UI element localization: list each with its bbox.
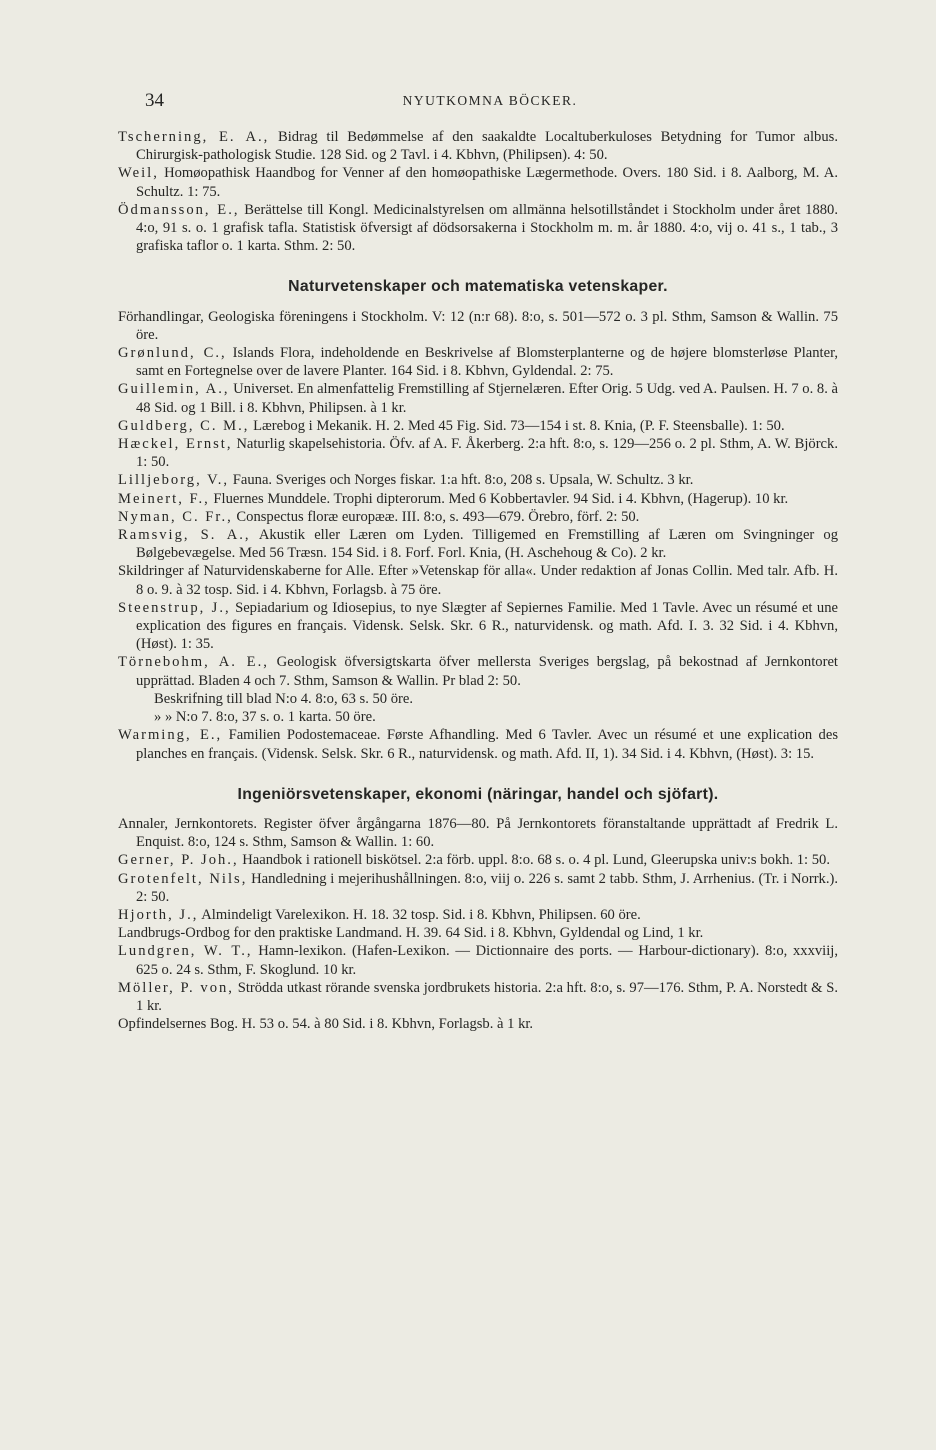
entry-text: Sepiadarium og Idiosepius, to nye Slægter af Sepiernes Familie. Med 1 Tavle. Avec un résumé et une explication des figures en français. Vidensk. Selsk. Skr. 6 R., naturvidensk. og math. Afd. I. 3. 32 Sid. i 4. Kbhvn, (Høst). 1: 35. xyxy=(136,599,838,653)
entry-text: Naturlig skapelsehistoria. Öfv. af A. F. Åkerberg. 2:a hft. 8:o, s. 129—256 o. 2 pl. Sthm, A. W. Björck. 1: 50. xyxy=(136,436,838,471)
entry-text: Almindeligt Varelexikon. H. 18. 32 tosp. Sid. i 8. Kbhvn, Philipsen. 60 öre. xyxy=(201,906,641,923)
bibliography-entry xyxy=(118,562,838,598)
bibliography-entry xyxy=(118,508,838,526)
bibliography-entry xyxy=(118,1015,838,1033)
bibliography-content xyxy=(118,128,838,1033)
entry-author: Guillemin, A., xyxy=(118,381,230,398)
entry-author: Tscherning, E. A., xyxy=(118,129,270,145)
entry-text: Landbrugs-Ordbog for den praktiske Landmand. H. 39. 64 Sid. i 8. Kbhvn, Gyldendal og Lind, 1 kr. xyxy=(118,925,704,942)
entry-text: Skildringer af Naturvidenskaberne for Alle. Efter »Vetenskap för alla«. Under redaktion af Jonas Collin. Med talr. Afb. H. 8 o. 9. à 32 tosp. Sid. i 4. Kbhvn, Forlagsb. à 75 öre. xyxy=(118,563,838,598)
entry-text: Geologisk öfversigtskarta öfver mellersta Sveriges bergslag, på bekostnad af Jernkontoret upprättad. Bladen 4 och 7. Sthm, Samson & Wallin. Pr blad 2: 50. xyxy=(136,654,838,689)
entry-text: Homøopathisk Haandbog for Venner af den homøopathiske Lægermethode. Overs. 180 Sid. i 8. Aalborg, M. A. Schultz. 1: 75. xyxy=(136,165,838,200)
bibliography-entry xyxy=(118,942,838,978)
entry-author: Hæckel, Ernst, xyxy=(118,436,233,453)
entries-natural-sciences xyxy=(118,308,838,763)
bibliography-entry xyxy=(118,471,838,489)
bibliography-entry xyxy=(118,201,838,256)
bibliography-entry xyxy=(118,653,838,689)
entries-continued xyxy=(118,128,838,255)
entry-author: Steenstrup, J., xyxy=(118,599,231,616)
entry-text: Islands Flora, indeholdende en Beskrivelse af Blomsterplanterne og de højere blomsterløse Planter, samt en Fortegnelse over de lavere Planter. 164 Sid. i 8. Kbhvn, Gyldendal. 2: 75. xyxy=(136,345,838,380)
running-title: NYUTKOMNA BÖCKER. xyxy=(402,93,578,108)
entry-author: Nyman, C. Fr., xyxy=(118,508,233,525)
entry-author: Möller, P. von, xyxy=(118,979,234,996)
entry-author: Weil, xyxy=(118,165,159,182)
bibliography-entry xyxy=(118,526,838,562)
entry-text: Strödda utkast rörande svenska jordbrukets historia. 2:a hft. 8:o, s. 97—176. Sthm, P. A. Norstedt & S. 1 kr. xyxy=(136,979,838,1014)
entry-author: Ödmansson, E., xyxy=(118,201,240,218)
bibliography-entry xyxy=(118,851,838,869)
entry-text: Conspectus floræ europææ. III. 8:o, s. 493—679. Örebro, förf. 2: 50. xyxy=(236,508,640,525)
bibliography-entry xyxy=(118,979,838,1015)
bibliography-entry xyxy=(118,924,838,942)
entry-author: Warming, E., xyxy=(118,727,223,744)
entries-engineering xyxy=(118,815,838,1033)
entry-text: » » N:o 7. 8:o, 37 s. o. 1 karta. 50 öre. xyxy=(154,709,376,726)
entry-text: Beskrifning till blad N:o 4. 8:o, 63 s. 50 öre. xyxy=(154,690,414,707)
entry-text: Handledning i mejerihushållningen. 8:o, viij o. 226 s. samt 2 tabb. Sthm, J. Arrhenius. (Tr. i Norrk.). 2: 50. xyxy=(136,870,839,905)
entry-author: Lundgren, W. T., xyxy=(118,943,253,960)
bibliography-entry xyxy=(118,906,838,924)
page-number: 34 xyxy=(145,90,164,111)
entry-text: Fauna. Sveriges och Norges fiskar. 1:a hft. 8:o, 208 s. Upsala, W. Schultz. 3 kr. xyxy=(232,472,694,489)
bibliography-entry xyxy=(118,726,838,762)
entry-text: Familien Podostemaceae. Første Afhandling. Med 6 Tavler. Avec un résumé et une explication des planches en français. (Vidensk. Selsk. Skr. 6 R., naturvidensk. og math. Afd. II, 1). 34 Sid. i 4. Kbhvn, (Høst). 3: 15. xyxy=(136,727,839,762)
entry-text: Akustik eller Læren om Lyden. Tilligemed en Fremstilling af Læren om Svingninger og Bølgebevægelse. Med 56 Træsn. 154 Sid. i 8. Forf. Forl. Knia, (H. Aschehoug & Co). 2 kr. xyxy=(136,527,838,562)
entry-text: Universet. En almenfattelig Fremstilling af Stjernelæren. Efter Orig. 5 Udg. ved A. Paulsen. H. 7 o. 8. à 48 Sid. og 1 Bill. i 8. Kbhvn, Philipsen. à 1 kr. xyxy=(136,381,838,416)
entry-author: Ramsvig, S. A., xyxy=(118,527,251,544)
entry-author: Guldberg, C. M., xyxy=(118,417,250,434)
section-heading-engineering: Ingeniörsvetenskaper, ekonomi (näringar, handel och sjöfart). xyxy=(237,785,719,803)
entry-author: Hjorth, J., xyxy=(118,906,199,923)
bibliography-entry xyxy=(118,435,838,471)
entry-text: Förhandlingar, Geologiska föreningens i Stockholm. V: 12 (n:r 68). 8:o, s. 501—572 o. 3 pl. Sthm, Samson & Wallin. 75 öre. xyxy=(118,308,838,343)
entry-author: Grotenfelt, Nils, xyxy=(118,870,248,887)
entry-author: Grønlund, C., xyxy=(118,345,227,362)
entry-text: Hamn-lexikon. (Hafen-Lexikon. — Dictionnaire des ports. — Harbour-dictionary). 8:o, xxxviij, 625 o. 24 s. Sthm, F. Skoglund. 10 kr. xyxy=(136,943,838,978)
bibliography-entry xyxy=(118,308,838,344)
bibliography-entry xyxy=(118,344,838,380)
bibliography-entry xyxy=(118,870,838,906)
entry-text: Annaler, Jernkontorets. Register öfver årgångarna 1876—80. På Jernkontorets föranstaltande upprättadt af Fredrik L. Enquist. 8:o, 124 s. Sthm, Samson & Wallin. 1: 60. xyxy=(118,815,838,851)
entry-text: Haandbok i rationell biskötsel. 2:a förb. uppl. 8:o. 68 s. o. 4 pl. Lund, Gleerupska univ:s bokh. 1: 50. xyxy=(242,852,830,869)
bibliography-entry xyxy=(118,380,838,416)
bibliography-entry xyxy=(118,417,838,435)
bibliography-entry xyxy=(118,490,838,508)
entry-author: Meinert, F., xyxy=(118,490,210,507)
bibliography-entry xyxy=(118,690,838,708)
entry-author: Gerner, P. Joh., xyxy=(118,852,239,869)
bibliography-entry xyxy=(118,815,838,851)
section-heading-natural-sciences: Naturvetenskaper och matematiska vetenskaper. xyxy=(288,278,668,296)
entry-author: Lilljeborg, V., xyxy=(118,472,230,489)
entry-text: Bidrag til Bedømmelse af den saakaldte Localtuberkuloses Betydning for Tumor albus. Chirurgisk-pathologisk Studie. 128 Sid. og 2 Tavl. i 4. Kbhvn, (Philipsen). 4: 50. xyxy=(136,129,838,164)
entry-text: Opfindelsernes Bog. H. 53 o. 54. à 80 Sid. i 8. Kbhvn, Forlagsb. à 1 kr. xyxy=(118,1016,534,1033)
entry-text: Lærebog i Mekanik. H. 2. Med 45 Fig. Sid. 73—154 i st. 8. Knia, (P. F. Steensballe). 1: 50. xyxy=(253,417,785,434)
page-header xyxy=(145,90,835,114)
entry-author: Törnebohm, A. E., xyxy=(118,654,269,671)
bibliography-entry xyxy=(118,164,838,200)
entry-text: Fluernes Munddele. Trophi dipterorum. Med 6 Kobbertavler. 94 Sid. i 4. Kbhvn, (Hagerup). 10 kr. xyxy=(213,490,789,507)
bibliography-entry xyxy=(118,128,838,164)
bibliography-entry xyxy=(118,708,838,726)
entry-text: Berättelse till Kongl. Medicinalstyrelsen om allmänna helsotillståndet i Stockholm under året 1880. 4:o, 91 s. o. 1 grafisk tafla. Statistisk öfversigt af dödsorsakerna i Stockholm m. m. år 1880. 4:o, vij o. 41 s., 1 tab., 3 grafiska taflor o. 1 karta. Sthm. 2: 50. xyxy=(136,201,838,255)
bibliography-entry xyxy=(118,599,838,654)
